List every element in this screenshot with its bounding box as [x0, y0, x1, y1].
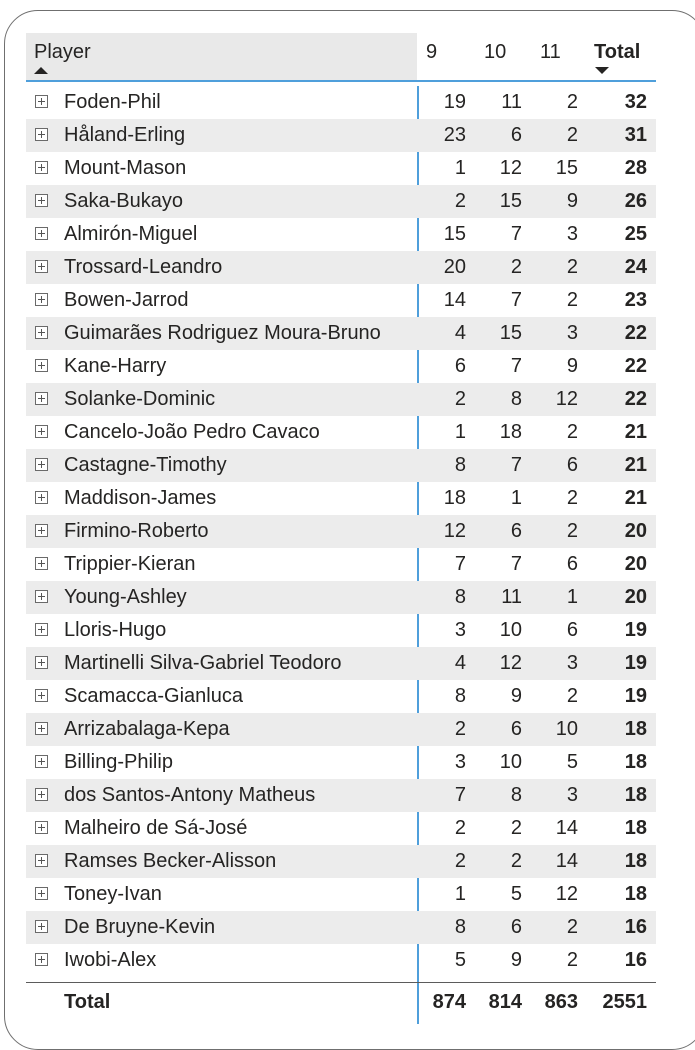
player-name: Ramses Becker-Alisson [64, 850, 277, 872]
cell-total: 24 [624, 256, 647, 278]
cell-total: 18 [624, 718, 647, 740]
grand-total-9: 874 [432, 991, 466, 1013]
expand-icon[interactable] [35, 260, 48, 273]
player-name: Billing-Philip [64, 751, 173, 773]
table-row[interactable] [26, 185, 656, 218]
table-row[interactable] [26, 119, 656, 152]
cell-11: 2 [566, 916, 578, 938]
cell-total: 32 [624, 91, 647, 113]
expand-icon[interactable] [35, 458, 48, 471]
table-row[interactable] [26, 449, 656, 482]
cell-11: 2 [566, 124, 578, 146]
column-header-11[interactable]: 11 [540, 41, 561, 63]
cell-11: 14 [555, 817, 578, 839]
cell-11: 9 [566, 190, 578, 212]
cell-11: 12 [555, 883, 578, 905]
cell-10: 5 [510, 883, 522, 905]
cell-11: 2 [566, 487, 578, 509]
expand-icon[interactable] [35, 95, 48, 108]
cell-11: 14 [555, 850, 578, 872]
cell-11: 3 [566, 652, 578, 674]
table-row[interactable] [26, 251, 656, 284]
cell-total: 18 [624, 751, 647, 773]
table-row[interactable] [26, 581, 656, 614]
expand-icon[interactable] [35, 920, 48, 933]
player-name: Almirón-Miguel [64, 223, 198, 245]
player-name: Håland-Erling [64, 124, 186, 146]
cell-10: 1 [510, 487, 522, 509]
cell-11: 10 [555, 718, 578, 740]
expand-icon[interactable] [35, 623, 48, 636]
player-header-label: Player [34, 41, 91, 63]
table-row[interactable] [26, 944, 656, 977]
cell-10: 6 [510, 916, 522, 938]
cell-total: 16 [624, 916, 647, 938]
player-name: Iwobi-Alex [64, 949, 157, 971]
cell-total: 20 [624, 586, 647, 608]
cell-total: 20 [624, 553, 647, 575]
player-name: Solanke-Dominic [64, 388, 216, 410]
cell-11: 2 [566, 289, 578, 311]
cell-9: 7 [454, 784, 466, 806]
player-name: Guimarães Rodriguez Moura-Bruno [64, 322, 381, 344]
cell-9: 2 [454, 850, 466, 872]
cell-10: 7 [510, 454, 522, 476]
table-row[interactable] [26, 482, 656, 515]
cell-10: 7 [510, 223, 522, 245]
cell-11: 2 [566, 520, 578, 542]
cell-9: 2 [454, 817, 466, 839]
cell-11: 1 [566, 586, 578, 608]
cell-11: 6 [566, 553, 578, 575]
cell-11: 2 [566, 949, 578, 971]
cell-10: 7 [510, 289, 522, 311]
table-row[interactable] [26, 878, 656, 911]
cell-total: 23 [624, 289, 647, 311]
matrix-table [26, 33, 656, 1019]
cell-total: 26 [624, 190, 647, 212]
cell-total: 28 [624, 157, 647, 179]
expand-icon[interactable] [35, 161, 48, 174]
cell-10: 8 [510, 388, 522, 410]
grand-total-label: Total [64, 991, 111, 1013]
cell-total: 16 [624, 949, 647, 971]
expand-icon[interactable] [35, 194, 48, 207]
table-row[interactable] [26, 317, 656, 350]
expand-icon[interactable] [35, 227, 48, 240]
cell-total: 21 [624, 454, 647, 476]
cell-11: 2 [566, 421, 578, 443]
cell-11: 2 [566, 256, 578, 278]
expand-icon[interactable] [35, 392, 48, 405]
expand-icon[interactable] [35, 656, 48, 669]
cell-9: 6 [454, 355, 466, 377]
cell-11: 6 [566, 619, 578, 641]
table-row[interactable] [26, 383, 656, 416]
expand-icon[interactable] [35, 722, 48, 735]
player-name: Lloris-Hugo [64, 619, 167, 641]
sort-ascending-icon [34, 67, 48, 74]
cell-9: 8 [454, 685, 466, 707]
expand-icon[interactable] [35, 854, 48, 867]
cell-11: 3 [566, 223, 578, 245]
player-name: Arrizabalaga-Kepa [64, 718, 230, 740]
table-row[interactable] [26, 911, 656, 944]
grand-total-11: 863 [544, 991, 578, 1013]
cell-total: 22 [624, 355, 647, 377]
cell-11: 3 [566, 784, 578, 806]
cell-total: 19 [624, 652, 647, 674]
expand-icon[interactable] [35, 524, 48, 537]
player-name: Castagne-Timothy [64, 454, 227, 476]
cell-total: 31 [624, 124, 647, 146]
cell-total: 21 [624, 421, 647, 443]
cell-9: 12 [443, 520, 466, 542]
table-header [26, 33, 656, 82]
cell-10: 12 [499, 157, 522, 179]
cell-10: 2 [510, 850, 522, 872]
player-name: Kane-Harry [64, 355, 167, 377]
cell-9: 18 [443, 487, 466, 509]
table-row[interactable] [26, 746, 656, 779]
row-header-divider [417, 983, 419, 1019]
cell-10: 7 [510, 355, 522, 377]
cell-9: 23 [443, 124, 466, 146]
cell-10: 12 [499, 652, 522, 674]
cell-11: 5 [566, 751, 578, 773]
cell-total: 25 [624, 223, 647, 245]
table-row[interactable] [26, 284, 656, 317]
cell-9: 15 [443, 223, 466, 245]
expand-icon[interactable] [35, 359, 48, 372]
player-name: Trippier-Kieran [64, 553, 196, 575]
table-row[interactable] [26, 845, 656, 878]
table-row[interactable] [26, 779, 656, 812]
player-name: Toney-Ivan [64, 883, 162, 905]
expand-icon[interactable] [35, 887, 48, 900]
column-header-10[interactable]: 10 [484, 41, 507, 63]
cell-9: 2 [454, 190, 466, 212]
cell-11: 15 [555, 157, 578, 179]
player-column-header[interactable] [26, 33, 417, 80]
table-row[interactable] [26, 218, 656, 251]
cell-10: 9 [510, 685, 522, 707]
expand-icon[interactable] [35, 293, 48, 306]
cell-10: 10 [499, 619, 522, 641]
grand-total-10: 814 [488, 991, 522, 1013]
cell-11: 2 [566, 91, 578, 113]
table-row[interactable] [26, 515, 656, 548]
cell-10: 11 [501, 91, 522, 113]
expand-icon[interactable] [35, 590, 48, 603]
cell-9: 20 [443, 256, 466, 278]
cell-11: 2 [566, 685, 578, 707]
cell-total: 18 [624, 850, 647, 872]
cell-10: 10 [499, 751, 522, 773]
expand-icon[interactable] [35, 821, 48, 834]
grand-total-total: 2551 [602, 991, 647, 1013]
grand-total-row [26, 982, 656, 1019]
player-name: Malheiro de Sá-José [64, 817, 248, 839]
cell-9: 3 [454, 751, 466, 773]
column-header-9[interactable]: 9 [426, 41, 438, 63]
table-row[interactable] [26, 647, 656, 680]
player-name: Bowen-Jarrod [64, 289, 189, 311]
player-name: Cancelo-João Pedro Cavaco [64, 421, 320, 443]
cell-10: 8 [510, 784, 522, 806]
cell-total: 20 [624, 520, 647, 542]
expand-icon[interactable] [35, 953, 48, 966]
cell-9: 8 [454, 586, 466, 608]
expand-icon[interactable] [35, 788, 48, 801]
table-row[interactable] [26, 350, 656, 383]
cell-9: 5 [454, 949, 466, 971]
table-row[interactable] [26, 86, 656, 119]
cell-9: 8 [454, 916, 466, 938]
table-row[interactable] [26, 416, 656, 449]
cell-total: 21 [624, 487, 647, 509]
table-row[interactable] [26, 812, 656, 845]
table-body [26, 86, 656, 977]
cell-9: 1 [454, 157, 466, 179]
cell-11: 9 [566, 355, 578, 377]
cell-10: 15 [499, 190, 522, 212]
cell-total: 22 [624, 322, 647, 344]
cell-10: 2 [510, 817, 522, 839]
cell-9: 7 [454, 553, 466, 575]
column-header-total[interactable]: Total [594, 41, 641, 63]
expand-icon[interactable] [35, 326, 48, 339]
player-name: Mount-Mason [64, 157, 187, 179]
expand-icon[interactable] [35, 425, 48, 438]
table-row[interactable] [26, 152, 656, 185]
cell-11: 6 [566, 454, 578, 476]
cell-total: 22 [624, 388, 647, 410]
expand-icon[interactable] [35, 557, 48, 570]
cell-9: 14 [443, 289, 466, 311]
cell-10: 6 [510, 718, 522, 740]
cell-10: 9 [510, 949, 522, 971]
cell-total: 19 [624, 685, 647, 707]
table-row[interactable] [26, 548, 656, 581]
sort-descending-icon [595, 67, 609, 74]
table-row[interactable] [26, 614, 656, 647]
cell-11: 3 [566, 322, 578, 344]
cell-9: 4 [454, 652, 466, 674]
cell-11: 12 [555, 388, 578, 410]
cell-9: 3 [454, 619, 466, 641]
player-name: Firmino-Roberto [64, 520, 209, 542]
player-name: Trossard-Leandro [64, 256, 223, 278]
player-name: dos Santos-Antony Matheus [64, 784, 316, 806]
cell-10: 2 [510, 256, 522, 278]
player-name: Scamacca-Gianluca [64, 685, 243, 707]
player-name: Martinelli Silva-Gabriel Teodoro [64, 652, 342, 674]
cell-9: 1 [454, 421, 466, 443]
cell-10: 18 [499, 421, 522, 443]
cell-10: 15 [499, 322, 522, 344]
cell-9: 2 [454, 388, 466, 410]
cell-10: 6 [510, 124, 522, 146]
player-name: Saka-Bukayo [64, 190, 183, 212]
cell-total: 18 [624, 817, 647, 839]
cell-total: 19 [624, 619, 647, 641]
player-name: Maddison-James [64, 487, 217, 509]
expand-icon[interactable] [35, 491, 48, 504]
cell-9: 2 [454, 718, 466, 740]
cell-9: 4 [454, 322, 466, 344]
cell-9: 1 [454, 883, 466, 905]
table-row[interactable] [26, 680, 656, 713]
expand-icon[interactable] [35, 128, 48, 141]
player-name: Foden-Phil [64, 91, 161, 113]
player-name: De Bruyne-Kevin [64, 916, 216, 938]
cell-10: 6 [510, 520, 522, 542]
player-name: Young-Ashley [64, 586, 187, 608]
expand-icon[interactable] [35, 689, 48, 702]
cell-9: 19 [443, 91, 466, 113]
table-row[interactable] [26, 713, 656, 746]
cell-10: 7 [510, 553, 522, 575]
cell-9: 8 [454, 454, 466, 476]
cell-total: 18 [624, 883, 647, 905]
cell-10: 11 [501, 586, 522, 608]
expand-icon[interactable] [35, 755, 48, 768]
cell-total: 18 [624, 784, 647, 806]
